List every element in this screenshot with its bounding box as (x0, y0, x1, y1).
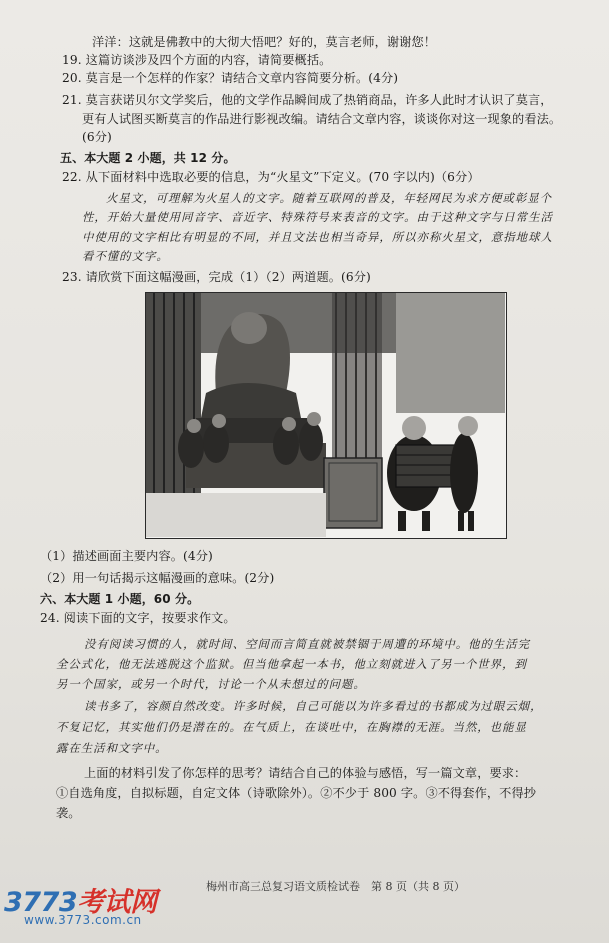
sub-question-2: （2）用一句话揭示这幅漫画的意味。(2分) (40, 571, 275, 585)
logo-word: 考试网 (77, 887, 157, 918)
essay-material-6: 露在生活和文字中。 (56, 741, 168, 755)
question-20: 20. 莫言是一个怎样的作家？请结合文章内容简要分析。(4分) (62, 71, 399, 85)
material-line-1: 火星文，可理解为火星人的文字。随着互联网的普及，年轻网民为求方便或彰显个 (106, 191, 553, 205)
question-23: 23. 请欣赏下面这幅漫画，完成（1）（2）两道题。(6分) (62, 270, 371, 284)
essay-material-1: 没有阅读习惯的人，就时间、空间而言简直就被禁锢于周遭的环境中。他的生活完 (84, 637, 531, 651)
cartoon-drawing (146, 293, 505, 537)
question-24: 24. 阅读下面的文字，按要求作文。 (40, 611, 236, 625)
essay-material-3: 另一个国家，或另一个时代，讨论一个从未想过的问题。 (56, 677, 366, 691)
material-line-2: 性，开始大量使用同音字、音近字、特殊符号来表音的文字。由于这种文字与日常生活 (82, 210, 553, 224)
essay-requirements: ①自选角度，自拟标题，自定文体（诗歌除外）。②不少于 800 字。③不得套作，不得抄 (56, 786, 537, 800)
material-line-3: 中使用的文字相比有明显的不同，并且文法也相当奇异，所以亦称火星文，意指地球人 (82, 230, 553, 244)
section-five-heading: 五、本大题 2 小题，共 12 分。 (60, 151, 236, 165)
question-22: 22. 从下面材料中选取必要的信息，为“火星文”下定义。(70 字以内)（6分） (62, 170, 480, 184)
question-21-score: (6分) (82, 130, 112, 144)
page-footer: 梅州市高三总复习语文质检试卷 第 8 页（共 8 页） (206, 880, 465, 893)
essay-material-5: 不复记忆，其实他们仍是潜在的。在气质上，在谈吐中，在胸襟的无涯。当然，也能显 (56, 720, 527, 734)
logo-number: 3773 (4, 887, 78, 918)
watermark-url: www.3773.com.cn (24, 913, 142, 927)
section-six-heading: 六、本大题 1 小题，60 分。 (40, 592, 200, 606)
dialogue-line: 洋洋：这就是佛教中的大彻大悟吧？好的，莫言老师，谢谢您！ (92, 35, 437, 49)
material-line-4: 看不懂的文字。 (82, 249, 169, 263)
essay-material-4: 读书多了，容颜自然改变。许多时候，自己可能以为许多看过的书都成为过眼云烟， (84, 699, 543, 713)
cartoon-image (145, 292, 507, 539)
question-21: 21. 莫言获诺贝尔文学奖后，他的文学作品瞬间成了热销商品，许多人此时才认识了莫言， (62, 93, 553, 107)
essay-prompt: 上面的材料引发了你怎样的思考？请结合自己的体验与感悟，写一篇文章，要求： (84, 766, 527, 780)
question-19: 19. 这篇访谈涉及四个方面的内容，请简要概括。 (62, 53, 332, 67)
essay-requirements-cont: 袭。 (56, 806, 81, 820)
essay-material-2: 全公式化，他无法逃脱这个监狱。但当他拿起一本书，他立刻就进入了另一个世界，到 (56, 657, 527, 671)
sub-question-1: （1）描述画面主要内容。(4分) (40, 549, 213, 563)
question-21-cont: 更有人试图买断莫言的作品进行影视改编。请结合文章内容，谈谈你对这一现象的看法。 (82, 112, 562, 126)
